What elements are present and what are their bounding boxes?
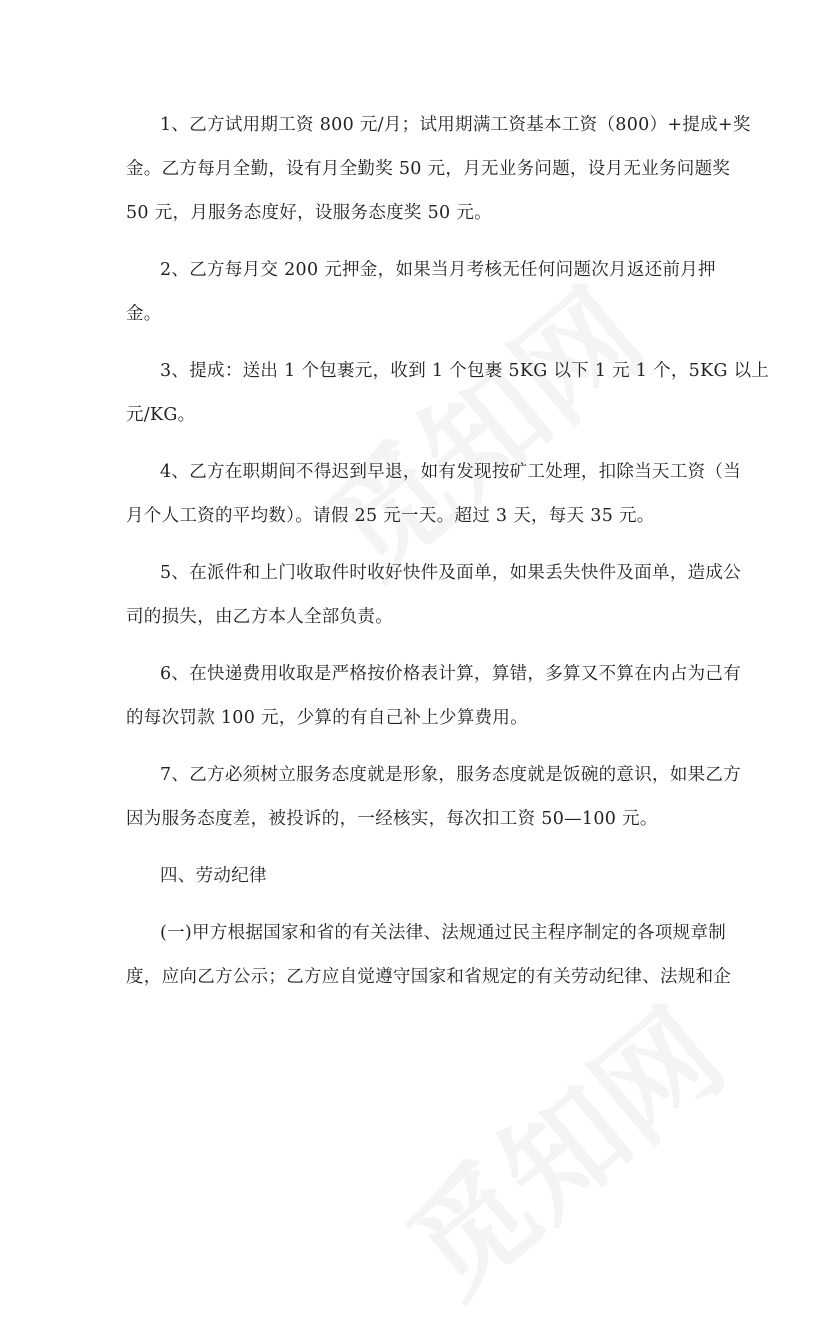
paragraph (126, 108, 751, 240)
text-line: 7、乙方必须树立服务态度就是形象，服务态度就是饭碗的意识，如果乙方 (160, 765, 742, 785)
text-line: 的每次罚款 100 元，少算的有自己补上少算费用。 (126, 708, 529, 728)
text-line: 元/KG。 (126, 405, 196, 425)
paragraph (126, 455, 742, 543)
text-line: 因为服务态度差，被投诉的，一经核实，每次扣工资 50—100 元。 (126, 809, 658, 829)
paragraph (126, 916, 732, 1004)
text-line: 5、在派件和上门收取件时收好快件及面单，如果丢失快件及面单，造成公 (160, 563, 742, 583)
text-line: 度，应向乙方公示；乙方应自觉遵守国家和省规定的有关劳动纪律、法规和企 (126, 967, 732, 987)
text-line: 3、提成：送出 1 个包裹元，收到 1 个包裹 5KG 以下 1 元 1 个，5KG 以上 (160, 361, 770, 381)
text-line: 4、乙方在职期间不得迟到早退，如有发现按矿工处理，扣除当天工资（当 (160, 462, 742, 482)
text-line: 1、乙方试用期工资 800 元/月；试用期满工资基本工资（800）+提成+奖 (160, 115, 751, 135)
text-line: (一)甲方根据国家和省的有关法律、法规通过民主程序制定的各项规章制 (160, 923, 727, 943)
watermark (367, 964, 753, 1327)
text-line: 50 元，月服务态度好，设服务态度奖 50 元。 (126, 203, 492, 223)
paragraph (126, 859, 726, 903)
paragraph (126, 253, 726, 341)
text-line: 四、劳动纪律 (160, 866, 267, 886)
paragraph (126, 758, 742, 846)
text-line: 金。乙方每月全勤，设有月全勤奖 50 元，月无业务问题，设月无业务问题奖 (126, 159, 731, 179)
paragraph (126, 354, 770, 442)
text-line: 司的损失，由乙方本人全部负责。 (126, 607, 393, 627)
document-page (126, 108, 770, 1017)
paragraph (126, 556, 742, 644)
text-line: 2、乙方每月交 200 元押金，如果当月考核无任何问题次月返还前月押 (160, 260, 716, 280)
text-line: 6、在快递费用收取是严格按价格表计算，算错，多算又不算在内占为己有 (160, 664, 742, 684)
paragraph (126, 657, 742, 745)
text-line: 金。 (126, 304, 162, 324)
text-line: 月个人工资的平均数）。请假 25 元一天。超过 3 天，每天 35 元。 (126, 506, 655, 526)
